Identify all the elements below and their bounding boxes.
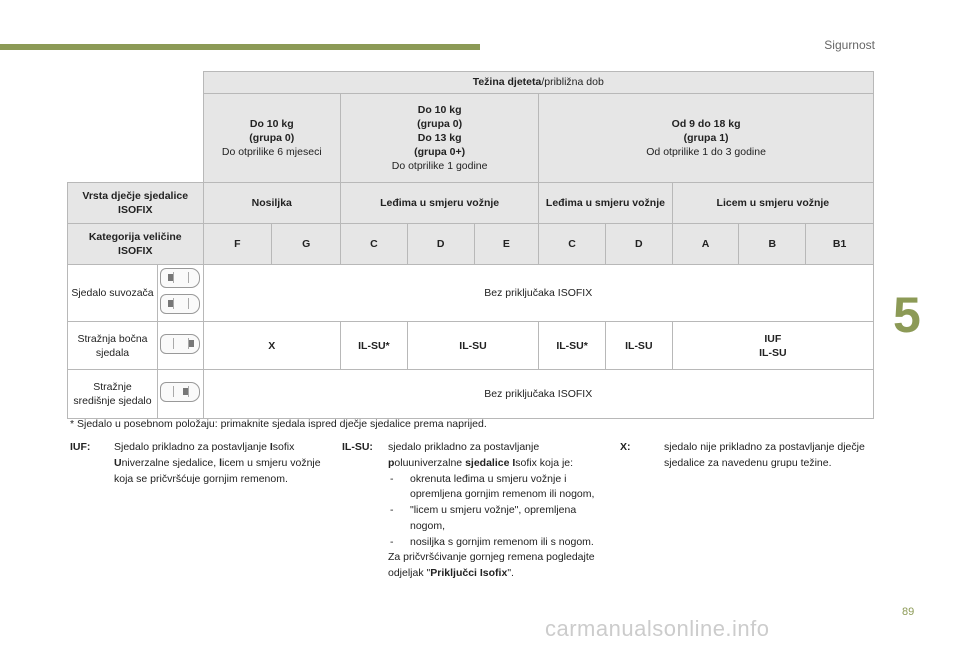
rear-side-value: IL-SU* <box>341 322 408 370</box>
group-1-header: Od 9 do 18 kg (grupa 1) Od otprilike 1 do 3 godine <box>539 94 874 183</box>
front-seat-icon <box>158 265 204 322</box>
legend-iuf-text: Sjedalo prikladno za postavljanje Isofix Univerzalne sjedalice, licem u smjeru vožnje koja se pričvršćuje gornjim remenom. <box>114 441 321 485</box>
group-0plus-header: Do 10 kg (grupa 0) Do 13 kg (grupa 0+) Do otprilike 1 godine <box>341 94 539 183</box>
rear-side-value: IL-SU* <box>539 322 606 370</box>
type-rear-facing-g1: Leđima u smjeru vožnje <box>539 183 672 224</box>
car-seat-icon <box>160 334 200 354</box>
rear-side-seat-icon <box>158 322 204 370</box>
rear-center-value: Bez priključaka ISOFIX <box>203 370 874 419</box>
rear-side-value: IL-SU <box>605 322 672 370</box>
size-class: B1 <box>806 224 874 265</box>
page-number: 89 <box>902 606 915 618</box>
isofix-size-label: Kategorija veličine ISOFIX <box>68 224 204 265</box>
size-class: D <box>605 224 672 265</box>
footnote: * Sjedalo u posebnom položaju: primaknite sjedala ispred dječje sjedalice prema naprijed. <box>70 418 487 430</box>
car-seat-icon <box>160 382 200 402</box>
rear-center-seat-icon <box>158 370 204 419</box>
row-label-front: Sjedalo suvozača <box>68 265 158 322</box>
size-class: D <box>407 224 474 265</box>
row-label-rear-side: Stražnja bočna sjedala <box>68 322 158 370</box>
size-class: G <box>272 224 341 265</box>
isofix-type-label: Vrsta dječje sjedalice ISOFIX <box>68 183 204 224</box>
type-forward-facing: Licem u smjeru vožnje <box>672 183 873 224</box>
front-seat-value: Bez priključaka ISOFIX <box>203 265 874 322</box>
weight-header: Težina djeteta/približna dob <box>203 72 874 94</box>
size-class: B <box>739 224 806 265</box>
legend-ilsu-item: - nosiljka s gornjim remenom ili s nogom. <box>388 535 602 551</box>
legend-ilsu-item: - "licem u smjeru vožnje", opremljena nogom, <box>388 503 602 535</box>
size-class: A <box>672 224 739 265</box>
legend-ilsu-item: - okrenuta leđima u smjeru vožnje i opremljena gornjim remenom ili nogom, <box>388 472 602 504</box>
car-seat-icon <box>160 294 200 314</box>
legend-ilsu-text: sjedalo prikladno za postavljanje poluuniverzalne sjedalice Isofix koja je: - okrenuta leđima u smjeru vožnje i opremljena gornjim remenom ili nogom, - "licem u smjeru vožnje", opremljena nogom, - nosiljka s gornjim remenom ili s nogom. Za pričvršćivanje gornjeg remena pogledajte odjeljak "Priključci Isofix". <box>388 440 602 582</box>
rear-side-value: X <box>203 322 341 370</box>
chapter-number: 5 <box>893 287 921 343</box>
row-label-rear-center: Stražnje središnje sjedalo <box>68 370 158 419</box>
size-class: C <box>341 224 408 265</box>
car-seat-icon <box>160 268 200 288</box>
isofix-table <box>67 71 874 419</box>
type-rear-facing: Leđima u smjeru vožnje <box>341 183 539 224</box>
watermark: carmanualsonline.info <box>545 616 770 641</box>
group-0-header: Do 10 kg (grupa 0) Do otprilike 6 mjeseci <box>203 94 341 183</box>
size-class: C <box>539 224 606 265</box>
rear-side-value-iuf: IUF IL-SU <box>672 322 873 370</box>
size-class: F <box>203 224 272 265</box>
rear-side-value: IL-SU <box>407 322 538 370</box>
size-class: E <box>474 224 539 265</box>
header-accent-bar <box>0 44 480 50</box>
section-title: Sigurnost <box>824 38 875 52</box>
legend-x-text: sjedalo nije prikladno za postavljanje dječje sjedalice za navedenu grupu težine. <box>664 441 865 469</box>
type-carrycot: Nosiljka <box>203 183 341 224</box>
